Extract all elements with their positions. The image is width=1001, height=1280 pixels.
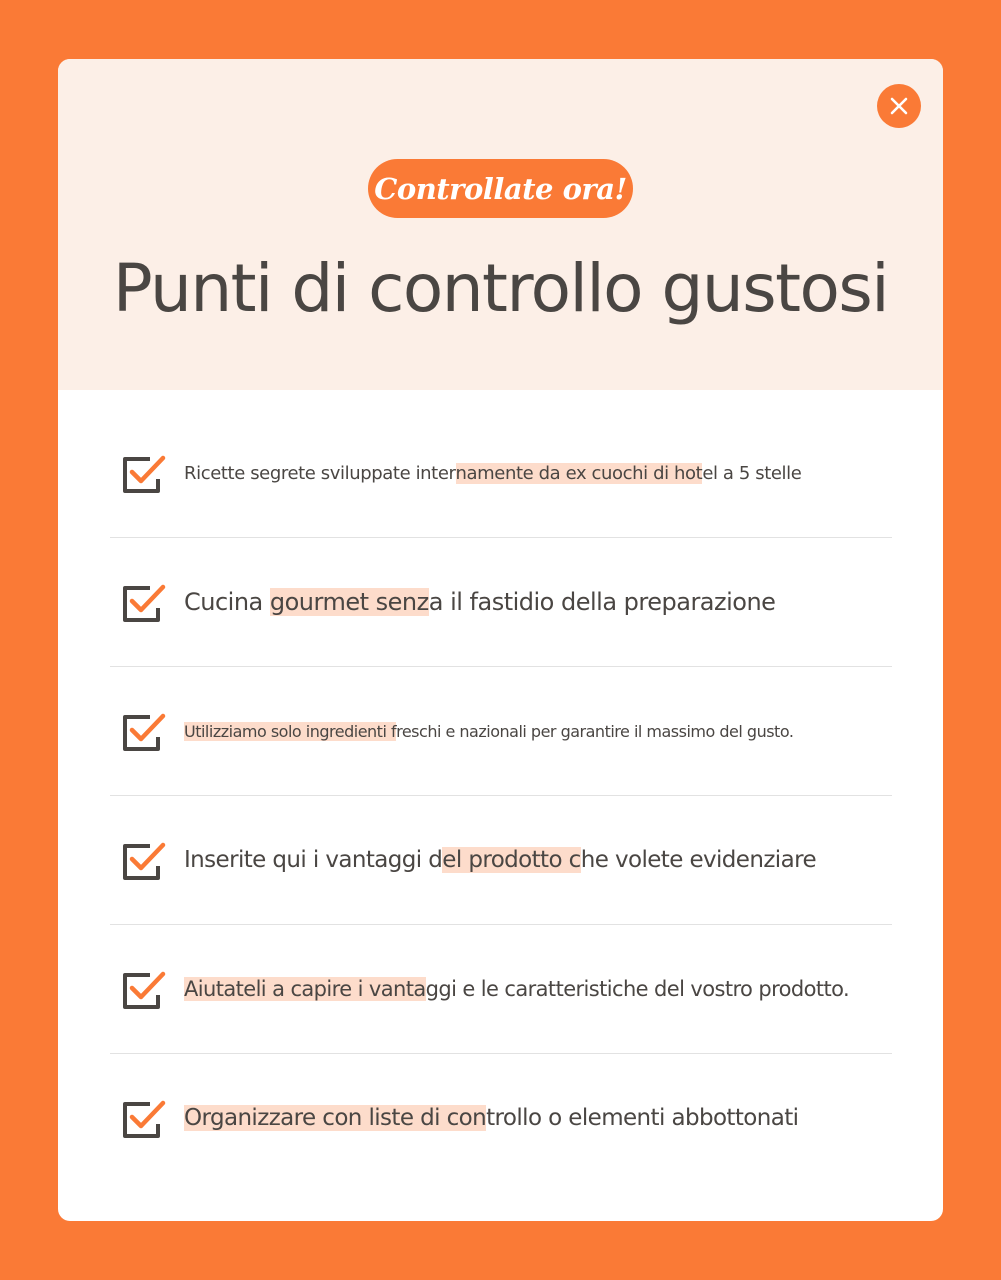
close-icon [890,97,908,115]
list-item-text: Aiutateli a capire i vanta ggi e le caratteristiche del vostro prodotto. [184,977,850,1001]
list-item [110,409,892,538]
checkbox-checked-icon [120,971,168,1011]
modal-header [58,59,943,390]
list-item [110,667,892,796]
list-item-text: Ricette segrete sviluppate inter namente da ex cuochi di hot el a 5 stelle [184,462,802,484]
list-item-text: Inserite qui i vantaggi d el prodotto c he volete evidenziare [184,847,816,873]
checkbox-checked-icon [120,455,168,495]
close-button[interactable] [877,84,921,128]
checkbox-checked-icon [120,713,168,753]
page-title: Punti di controllo gustosi [112,250,889,327]
cta-badge: Controllate ora! [368,159,633,218]
benefits-modal [58,59,943,1221]
list-item [110,925,892,1054]
list-item-text: Organizzare con liste di con trollo o elementi abbottonati [184,1105,799,1131]
checklist [110,409,892,1183]
list-item [110,538,892,667]
checkbox-checked-icon [120,842,168,882]
list-item [110,796,892,925]
list-item-text: Cucina gourmet senz a il fastidio della preparazione [184,588,776,616]
checkbox-checked-icon [120,584,168,624]
checkbox-checked-icon [120,1100,168,1140]
list-item-text: Utilizziamo solo ingredienti f reschi e nazionali per garantire il massimo del gusto. [184,721,794,741]
list-item [110,1054,892,1183]
